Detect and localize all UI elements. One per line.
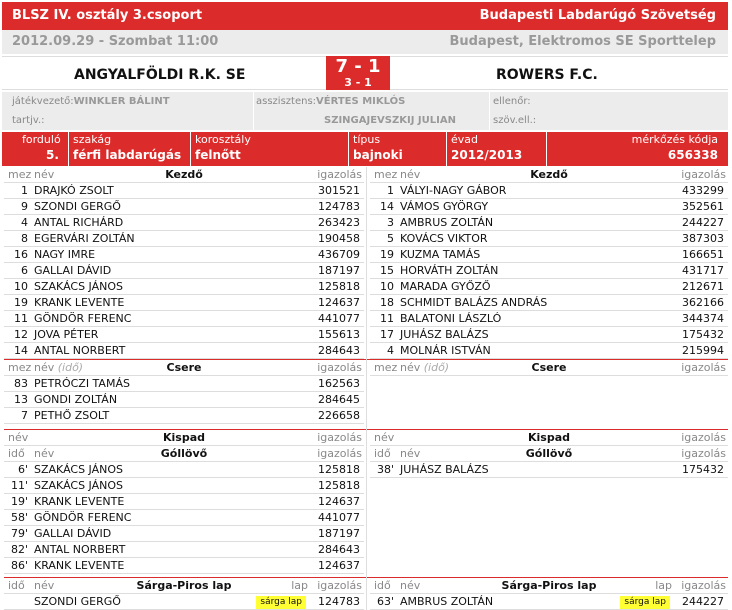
name-col-label: név	[34, 447, 55, 460]
player-name: GALLAI DÁVID	[34, 527, 112, 540]
card-col-label: lap	[291, 579, 308, 592]
player-id: 433299	[682, 184, 724, 197]
id-col-label: igazolás	[317, 361, 362, 374]
away-starter-row	[370, 183, 728, 199]
player-name: SZONDI GERGŐ	[34, 595, 121, 608]
home-starter-row	[4, 183, 364, 199]
player-id: 187197	[318, 264, 360, 277]
home-sub-row	[4, 392, 364, 408]
home-goal-row	[4, 478, 364, 494]
num: 8	[21, 232, 28, 245]
player-id: 431717	[682, 264, 724, 277]
player-name: ANTAL NORBERT	[34, 543, 126, 556]
num: 1	[387, 184, 394, 197]
name-col-label: név (idő)	[34, 361, 84, 374]
player-id: 125818	[318, 463, 360, 476]
column-divider	[366, 167, 367, 610]
away-starter-row	[370, 279, 728, 295]
final-score: 7 - 1	[335, 56, 381, 77]
num: 14	[14, 344, 28, 357]
player-name: SZONDI GERGŐ	[34, 200, 121, 213]
id-col-label: igazolás	[681, 361, 726, 374]
section-title: Góllövő	[525, 447, 573, 460]
num: 13	[14, 393, 28, 406]
player-id: 187197	[318, 527, 360, 540]
officials-bar	[2, 92, 728, 130]
home-starter-row	[4, 295, 364, 311]
away-starter-row	[370, 199, 728, 215]
player-id: 124637	[318, 296, 360, 309]
player-name: GÖNDÖR FERENC	[34, 511, 132, 524]
player-name: JUHÁSZ BALÁZS	[400, 328, 489, 341]
info-season: évad 2012/2013	[446, 132, 546, 166]
date-venue-bar	[2, 30, 728, 54]
num: 4	[387, 344, 394, 357]
name-col-label: név	[374, 431, 395, 444]
player-name: JOVA PÉTER	[34, 328, 99, 341]
num: 1	[21, 184, 28, 197]
num: 19	[380, 248, 394, 261]
player-id: 244227	[682, 216, 724, 229]
player-id: 344374	[682, 312, 724, 325]
num: 7	[21, 409, 28, 422]
player-name: SZAKÁCS JÁNOS	[34, 479, 123, 492]
player-name: KRANK LEVENTE	[34, 495, 125, 508]
home-goal-row	[4, 526, 364, 542]
away-starter-row	[370, 311, 728, 327]
player-id: 284643	[318, 344, 360, 357]
away-starter-row	[370, 247, 728, 263]
num: 82'	[10, 543, 28, 556]
home-starter-row	[4, 279, 364, 295]
away-starter-row	[370, 343, 728, 359]
col-label: idő	[8, 579, 25, 592]
num: 10	[14, 280, 28, 293]
player-name: AMBRUS ZOLTÁN	[400, 216, 494, 229]
num: 16	[14, 248, 28, 261]
col-label: idő	[8, 447, 25, 460]
federation-name: Budapesti Labdarúgó Szövetség	[479, 8, 716, 23]
away-starter-row	[370, 231, 728, 247]
section-title: Csere	[531, 361, 567, 374]
num: 86'	[10, 559, 28, 572]
home-starter-row	[4, 343, 364, 359]
num: 5	[387, 232, 394, 245]
player-id: 125818	[318, 479, 360, 492]
section-header	[4, 446, 364, 462]
tartjv-label: tartjv.:	[12, 115, 45, 126]
section-title: Góllövő	[160, 447, 208, 460]
id-col-label: igazolás	[681, 447, 726, 460]
match-date: 2012.09.29 - Szombat 11:00	[12, 34, 219, 49]
section-title: Kezdő	[530, 168, 568, 181]
num: 6	[21, 264, 28, 277]
player-id: 175432	[682, 463, 724, 476]
home-sub-row	[4, 408, 364, 424]
home-goal-row	[4, 462, 364, 478]
num: 58'	[10, 511, 28, 524]
num: 9	[21, 200, 28, 213]
player-name: KRANK LEVENTE	[34, 559, 125, 572]
player-name: ANTAL RICHÁRD	[34, 216, 124, 229]
num: 19'	[10, 495, 28, 508]
venue: Budapest, Elektromos SE Sporttelep	[449, 34, 716, 49]
player-id: 124783	[318, 200, 360, 213]
player-id: 162563	[318, 377, 360, 390]
player-name: MARADA GYŐZŐ	[400, 280, 491, 293]
away-starter-row	[370, 295, 728, 311]
player-id: 166651	[682, 248, 724, 261]
fed-inspector-label: szöv.ell.:	[493, 115, 537, 126]
player-name: JUHÁSZ BALÁZS	[400, 463, 489, 476]
num: 18	[380, 296, 394, 309]
away-card-row	[370, 594, 728, 610]
match-info-bar	[2, 132, 728, 166]
player-name: PETRÓCZI TAMÁS	[34, 377, 130, 390]
player-name: ANTAL NORBERT	[34, 344, 126, 357]
section-title: Kispad	[162, 431, 205, 444]
player-name: KUZMA TAMÁS	[400, 248, 481, 261]
player-id: 124637	[318, 559, 360, 572]
player-name: GALLAI DÁVID	[34, 264, 112, 277]
player-id: 441077	[318, 511, 360, 524]
player-id: 124783	[318, 595, 360, 608]
num: 83	[14, 377, 28, 390]
section-title: Kispad	[527, 431, 570, 444]
player-name: HORVÁTH ZOLTÁN	[400, 264, 499, 277]
section-title: Sárga-Piros lap	[136, 579, 232, 592]
section-title: Csere	[166, 361, 202, 374]
player-name: SCHMIDT BALÁZS ANDRÁS	[400, 296, 548, 309]
player-id: 226658	[318, 409, 360, 422]
id-col-label: igazolás	[681, 168, 726, 181]
home-goal-row	[4, 510, 364, 526]
assistant-2: SZINGAJEVSZKIJ JULIAN	[324, 115, 456, 126]
id-col-label: igazolás	[317, 168, 362, 181]
home-starter-row	[4, 327, 364, 343]
player-id: 124637	[318, 495, 360, 508]
away-goal-row	[370, 462, 728, 478]
info-branch: szakág férfi labdarúgás	[68, 132, 190, 166]
num: 11	[380, 312, 394, 325]
player-id: 352561	[682, 200, 724, 213]
home-card-row	[4, 594, 364, 610]
num: 6'	[17, 463, 28, 476]
player-name: GONDI ZOLTÁN	[34, 393, 118, 406]
info-age-group: korosztály felnőtt	[190, 132, 348, 166]
id-col-label: igazolás	[317, 447, 362, 460]
num: 11	[14, 312, 28, 325]
yellow-card-badge: sárga lap	[256, 596, 306, 609]
name-col-label: név	[34, 168, 55, 181]
num: 15	[380, 264, 394, 277]
player-id: 215994	[682, 344, 724, 357]
id-col-label: igazolás	[681, 579, 726, 592]
name-col-label: név	[400, 579, 421, 592]
section-header	[370, 430, 728, 446]
player-name: NAGY IMRE	[34, 248, 96, 261]
player-name: GÖNDÖR FERENC	[34, 312, 132, 325]
away-starter-row	[370, 327, 728, 343]
col-label: mez	[374, 168, 398, 181]
col-label: idő	[374, 447, 391, 460]
section-header	[370, 167, 728, 183]
player-id: 301521	[318, 184, 360, 197]
id-col-label: igazolás	[317, 579, 362, 592]
home-goal-row	[4, 558, 364, 574]
league-name: BLSZ IV. osztály 3.csoport	[12, 8, 203, 23]
player-id: 125818	[318, 280, 360, 293]
home-goal-row	[4, 542, 364, 558]
card-col-label: lap	[655, 579, 672, 592]
halftime-score: 3 - 1	[344, 76, 372, 89]
col-label: mez	[8, 168, 32, 181]
player-id: 387303	[682, 232, 724, 245]
player-name: AMBRUS ZOLTÁN	[400, 595, 494, 608]
player-id: 244227	[682, 595, 724, 608]
home-starter-row	[4, 231, 364, 247]
num: 12	[14, 328, 28, 341]
player-name: BALATONI LÁSZLÓ	[400, 312, 502, 325]
score-box	[326, 56, 390, 90]
num: 63'	[376, 595, 394, 608]
home-goal-row	[4, 494, 364, 510]
section-header	[4, 167, 364, 183]
player-id: 362166	[682, 296, 724, 309]
num: 4	[21, 216, 28, 229]
section-header	[370, 578, 728, 594]
player-id: 155613	[318, 328, 360, 341]
section-header	[370, 360, 728, 376]
player-name: VÁMOS GYÖRGY	[400, 200, 489, 213]
num: 3	[387, 216, 394, 229]
section-header	[4, 578, 364, 594]
name-col-label: név	[400, 447, 421, 460]
col-label: idő	[374, 579, 391, 592]
num: 11'	[10, 479, 28, 492]
num: 17	[380, 328, 394, 341]
player-name: PETHŐ ZSOLT	[34, 409, 110, 422]
home-team: ANGYALFÖLDI R.K. SE	[74, 67, 246, 83]
player-name: SZAKÁCS JÁNOS	[34, 463, 123, 476]
player-name: DRAJKÓ ZSOLT	[34, 184, 114, 197]
col-label: mez	[374, 361, 398, 374]
player-id: 263423	[318, 216, 360, 229]
player-id: 175432	[682, 328, 724, 341]
player-name: EGERVÁRI ZOLTÁN	[34, 232, 135, 245]
name-col-label: név	[8, 431, 29, 444]
home-starter-row	[4, 263, 364, 279]
assistant-1: asszisztens:VÉRTES MIKLÓS	[256, 96, 406, 107]
player-id: 190458	[318, 232, 360, 245]
player-id: 284645	[318, 393, 360, 406]
referee: játékvezető:WINKLER BÁLINT	[12, 96, 170, 107]
info-type: típus bajnoki	[348, 132, 446, 166]
player-name: KRANK LEVENTE	[34, 296, 125, 309]
home-starter-row	[4, 199, 364, 215]
section-title: Sárga-Piros lap	[501, 579, 597, 592]
section-header	[4, 360, 364, 376]
yellow-card-badge: sárga lap	[620, 596, 670, 609]
player-id: 212671	[682, 280, 724, 293]
player-id: 441077	[318, 312, 360, 325]
home-starter-row	[4, 215, 364, 231]
name-col-label: név	[34, 579, 55, 592]
away-team: ROWERS F.C.	[496, 67, 598, 83]
player-name: SZAKÁCS JÁNOS	[34, 280, 123, 293]
section-header	[370, 446, 728, 462]
home-starter-row	[4, 247, 364, 263]
section-title: Kezdő	[165, 168, 203, 181]
home-starter-row	[4, 311, 364, 327]
player-id: 436709	[318, 248, 360, 261]
name-col-label: név (idő)	[400, 361, 450, 374]
col-label: mez	[8, 361, 32, 374]
num: 38'	[376, 463, 394, 476]
away-starter-row	[370, 263, 728, 279]
name-col-label: név	[400, 168, 421, 181]
player-name: KOVÁCS VIKTOR	[400, 232, 488, 245]
num: 19	[14, 296, 28, 309]
id-col-label: igazolás	[681, 431, 726, 444]
inspector-label: ellenőr:	[493, 96, 531, 107]
title-bar	[2, 2, 728, 30]
num: 10	[380, 280, 394, 293]
player-name: MOLNÁR ISTVÁN	[400, 344, 491, 357]
num: 14	[380, 200, 394, 213]
player-name: VÁLYI-NAGY GÁBOR	[400, 184, 507, 197]
away-starter-row	[370, 215, 728, 231]
section-header	[4, 430, 364, 446]
info-match-code: mérkőzés kódja 656338	[546, 132, 728, 166]
home-sub-row	[4, 376, 364, 392]
num: 79'	[10, 527, 28, 540]
info-round: forduló 5.	[22, 133, 61, 162]
player-id: 284643	[318, 543, 360, 556]
id-col-label: igazolás	[317, 431, 362, 444]
